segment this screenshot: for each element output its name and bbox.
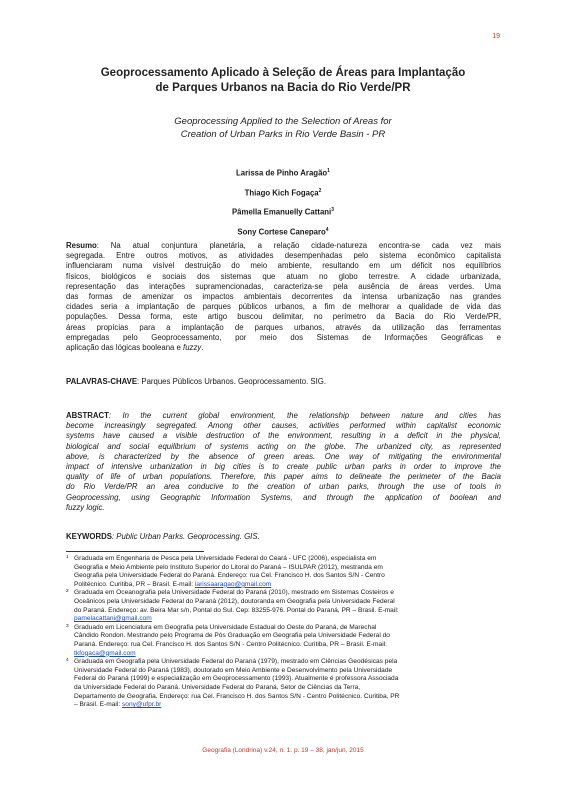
title-line: de Parques Urbanos na Bacia do Rio Verde/PR bbox=[155, 82, 411, 94]
footnote: 1 Graduada em Engenharia de Pesca pela Universidade Federal do Ceará - UFC (2006), especialista em Geografia e Meio Ambiente pelo Instituto Superior do Litoral do Paraná – ISULPAR (2012), mestranda em Geografia pela Universidade Federal do Paraná. Endereço: rua Cel. Francisco H. dos Santos S/N - Centro Politécnico. Curitiba, PR – Brasil. E-mail: larissaaragao@gmail.com bbox=[66, 555, 385, 588]
author: Larissa de Pinho Aragão$^1$ bbox=[236, 168, 330, 178]
email-link[interactable]: larissaaragao@gmail.com bbox=[194, 580, 272, 588]
title-portuguese bbox=[60, 66, 506, 96]
author: Pâmella Emanuelly Cattani$^3$ bbox=[231, 207, 334, 217]
footnote: 3 Graduado em Licenciatura em Geografia pela Universidade Estadual do Oeste do Paraná, de Marechal Cândido Rondon. Mestrando pelo Programa de Pós Graduação em Geografia pela Universidade Federal do Paraná. Endereço: rua Cel. Francisco H. dos Santos S/N - Centro Politécnico. Curitiba, PR – Brasil. E-mail: tkfogaca@gmail.com bbox=[66, 623, 390, 657]
abstract-label: ABSTRACT bbox=[66, 411, 109, 420]
abstract-paragraph: ABSTRACT: In the current global environment, the relationship between nature and cities has become increasingly segregated. Among other causes, activities performed within capitalist economic systems have caused a visible destruction of the environment, resulting in a deficit in the physical, biological and social equilibrium of systems acting on the globe. The urbanized city, as represented above, is characterized by the absence of green areas. One way of mitigating the environmental impact of intensive urbanization in big cities is to create public urban parks in order to improve the quality of life of urban populations. Therefore, this paper aims to delineate the perimeter of the Bacia do Rio Verde/PR an area conducive to the creation of urban parks, through the use of tools in Geoprocessing, using Geographic Information Systems, and through the application of boolean and fuzzy logic. bbox=[66, 411, 501, 512]
resumo-label: Resumo bbox=[66, 241, 97, 250]
author-list bbox=[0, 162, 566, 240]
footnote: 4 Graduada em Geografia pela Universidade Federal do Paraná (1979), mestrado em Ciências Geodésicas pela Universidade Federal do Paraná (1983), doutorado em Meio Ambiente e Desenvolvimento pela Universidade Federal do Paraná (1999) e especialização em Geoprocessamento (1993). Atualmente é professora Associada da Universidade Federal do Paraná. Universidade Federal do Paraná, Setor de Ciências da Terra, Departamento de Geografia. Endereço: rua Cel. Francisco H. dos Santos S/N - Centro Politécnico. Curitiba, PR – Brasil. E-mail: sony@ufpr.br bbox=[66, 658, 400, 709]
title-english bbox=[80, 115, 486, 141]
page-number: 19 bbox=[492, 33, 500, 40]
keywords-english: KEYWORDS: Public Urban Parks. Geoprocessing. GIS. bbox=[66, 532, 260, 541]
email-link[interactable]: tkfogaca@gmail.com bbox=[74, 649, 136, 657]
title-line: Creation of Urban Parks in Rio Verde Basin - PR bbox=[180, 129, 386, 140]
footnote: 2 Graduada em Oceanografia pela Universidade Federal do Paraná (2010), mestrado em Sistemas Costeiros e Oceânicos pela Universidade Federal do Paraná (2012), doutoranda em Geografia pela Universidade Federal do Paraná. Endereço: av. Beira Mar s/n, Pontal do Sul. Cep: 83255-976. Pontal do Paraná, PR – Brasil. E-mail: pamelacattani@gmail.com bbox=[66, 589, 399, 623]
author: Thiago Kich Fogaça$^2$ bbox=[244, 187, 322, 198]
title-line: Geoprocessing Applied to the Selection of Areas for bbox=[174, 116, 392, 127]
footnote-divider bbox=[66, 551, 204, 552]
author: Sony Cortese Caneparo$^4$ bbox=[237, 226, 329, 237]
title-line: Geoprocessamento Aplicado à Seleção de Áreas para Implantação bbox=[100, 67, 466, 79]
resumo-paragraph: Resumo: Na atual conjuntura planetária, a relação cidade-natureza encontra-se cada vez mais segregada. Entre outros motivos, as atividades desempenhadas pelo sistema econômico capitalista influenciaram numa visível destruição do meio ambiente, resultando em um déficit nos equilíbrios físicos, biológicos e sociais dos sistemas que atuam no globo terrestre. A cidade urbanizada, representação das interações supramencionadas, caracteriza-se pela ausência de áreas verdes. Uma das formas de amenizar os impactos ambientais decorrentes da intensa urbanização nas grandes cidades seria a implantação de parques públicos urbanos, a fim de melhorar a qualidade de vida das populações. Dessa forma, este artigo buscou delimitar, no perímetro da Bacia do Rio Verde/PR, áreas propícias para a implantação de parques urbanos, através da utilização das ferramentas empregadas pelo Geoprocessamento, por meio dos Sistemas de Informações Geográficas e aplicação das lógicas booleana e fuzzy. bbox=[66, 241, 501, 352]
journal-footer: Geografia (Londrina) v.24, n. 1. p. 19 – 38, jan/jun, 2015 bbox=[202, 747, 364, 754]
email-link[interactable]: pamelacattani@gmail.com bbox=[74, 615, 152, 623]
keywords-portuguese: PALAVRAS-CHAVE: Parques Públicos Urbanos. Geoprocessamento. SIG. bbox=[66, 377, 326, 386]
email-link[interactable]: sony@ufpr.br bbox=[122, 701, 162, 709]
footnotes bbox=[66, 555, 506, 710]
